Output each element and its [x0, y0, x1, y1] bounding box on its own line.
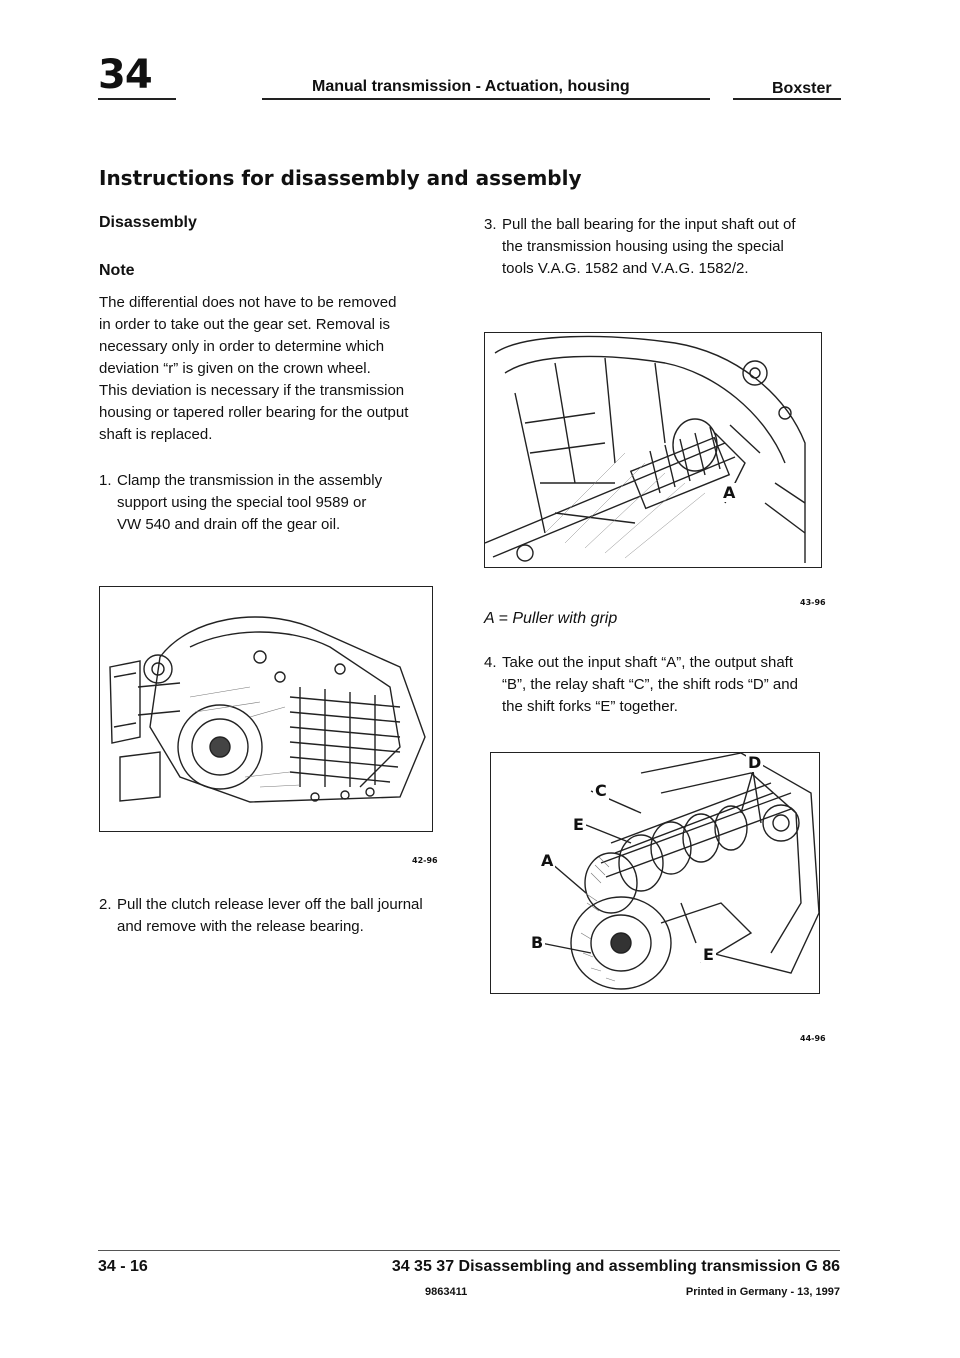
step-number: 4.: [484, 654, 497, 671]
step-line: support using the special tool 9589 or: [117, 494, 367, 511]
step-3: [484, 214, 834, 280]
step-line: VW 540 and drain off the gear oil.: [117, 516, 341, 533]
header-rule-left: [98, 98, 176, 100]
figure-transmission-assembly-support: [99, 586, 433, 832]
figure-label-d: D: [748, 753, 762, 772]
step-line: and remove with the release bearing.: [117, 918, 364, 935]
note-heading: Note: [99, 262, 135, 279]
header-rule-middle: [262, 98, 710, 100]
page-title: Instructions for disassembly and assembly: [99, 166, 582, 190]
figure-ball-bearing-puller: [484, 332, 822, 568]
figure-label-a: A: [541, 851, 554, 870]
step-4: [484, 652, 840, 718]
document-number: 9863411: [425, 1286, 468, 1298]
note-line: housing or tapered roller bearing for the output: [99, 404, 409, 421]
note-line: necessary only in order to determine which: [99, 338, 385, 355]
step-2: [99, 894, 449, 938]
step-line: tools V.A.G. 1582 and V.A.G. 1582/2.: [502, 260, 749, 277]
transmission-illustration: [100, 587, 432, 831]
gear-set-illustration: [491, 753, 819, 993]
note-line: The differential does not have to be removed: [99, 294, 397, 311]
header-model: Boxster: [772, 80, 832, 97]
step-number: 1.: [99, 472, 112, 489]
step-line: Take out the input shaft “A”, the output shaft: [502, 654, 794, 671]
step-line: the shift forks “E” together.: [502, 698, 678, 715]
note-line: This deviation is necessary if the transmission: [99, 382, 405, 399]
footer-section-title: 34 35 37 Disassembling and assembling transmission G 86: [391, 1258, 840, 1275]
figure-label-c: C: [595, 781, 607, 800]
figure-id: 43-96: [800, 598, 826, 607]
note-line: deviation “r” is given on the crown wheel.: [99, 360, 371, 377]
figure-label-e-top: E: [573, 815, 584, 834]
note-line: in order to take out the gear set. Removal is: [99, 316, 390, 333]
print-info: Printed in Germany - 13, 1997: [685, 1286, 840, 1298]
step-line: Pull the ball bearing for the input shaft out of: [502, 216, 796, 233]
puller-illustration: [485, 333, 821, 567]
step-number: 2.: [99, 896, 112, 913]
step-number: 3.: [484, 216, 497, 233]
step-1: [99, 470, 439, 536]
note-line: shaft is replaced.: [99, 426, 213, 443]
figure-id: 44-96: [800, 1034, 826, 1043]
footer-rule: [98, 1250, 840, 1251]
figure-label-a: A: [723, 483, 736, 502]
figure-label-e-bottom: E: [703, 945, 714, 964]
step-line: Pull the clutch release lever off the ball journal: [117, 896, 423, 913]
section-heading-disassembly: Disassembly: [99, 214, 197, 231]
figure-label-b: B: [531, 933, 544, 952]
step-line: the transmission housing using the special: [502, 238, 784, 255]
note-paragraph: [99, 292, 439, 446]
step-line: Clamp the transmission in the assembly: [117, 472, 383, 489]
figure-id: 42-96: [412, 856, 438, 865]
step-line: “B”, the relay shaft “C”, the shift rods “D” and: [502, 676, 798, 693]
figure-caption: A = Puller with grip: [484, 610, 618, 627]
page-number: 34 - 16: [98, 1258, 148, 1275]
header-title: Manual transmission - Actuation, housing: [312, 78, 630, 95]
figure-gear-set-removal: [490, 752, 820, 994]
header-rule-right: [733, 98, 841, 100]
chapter-number: 34: [98, 52, 152, 98]
